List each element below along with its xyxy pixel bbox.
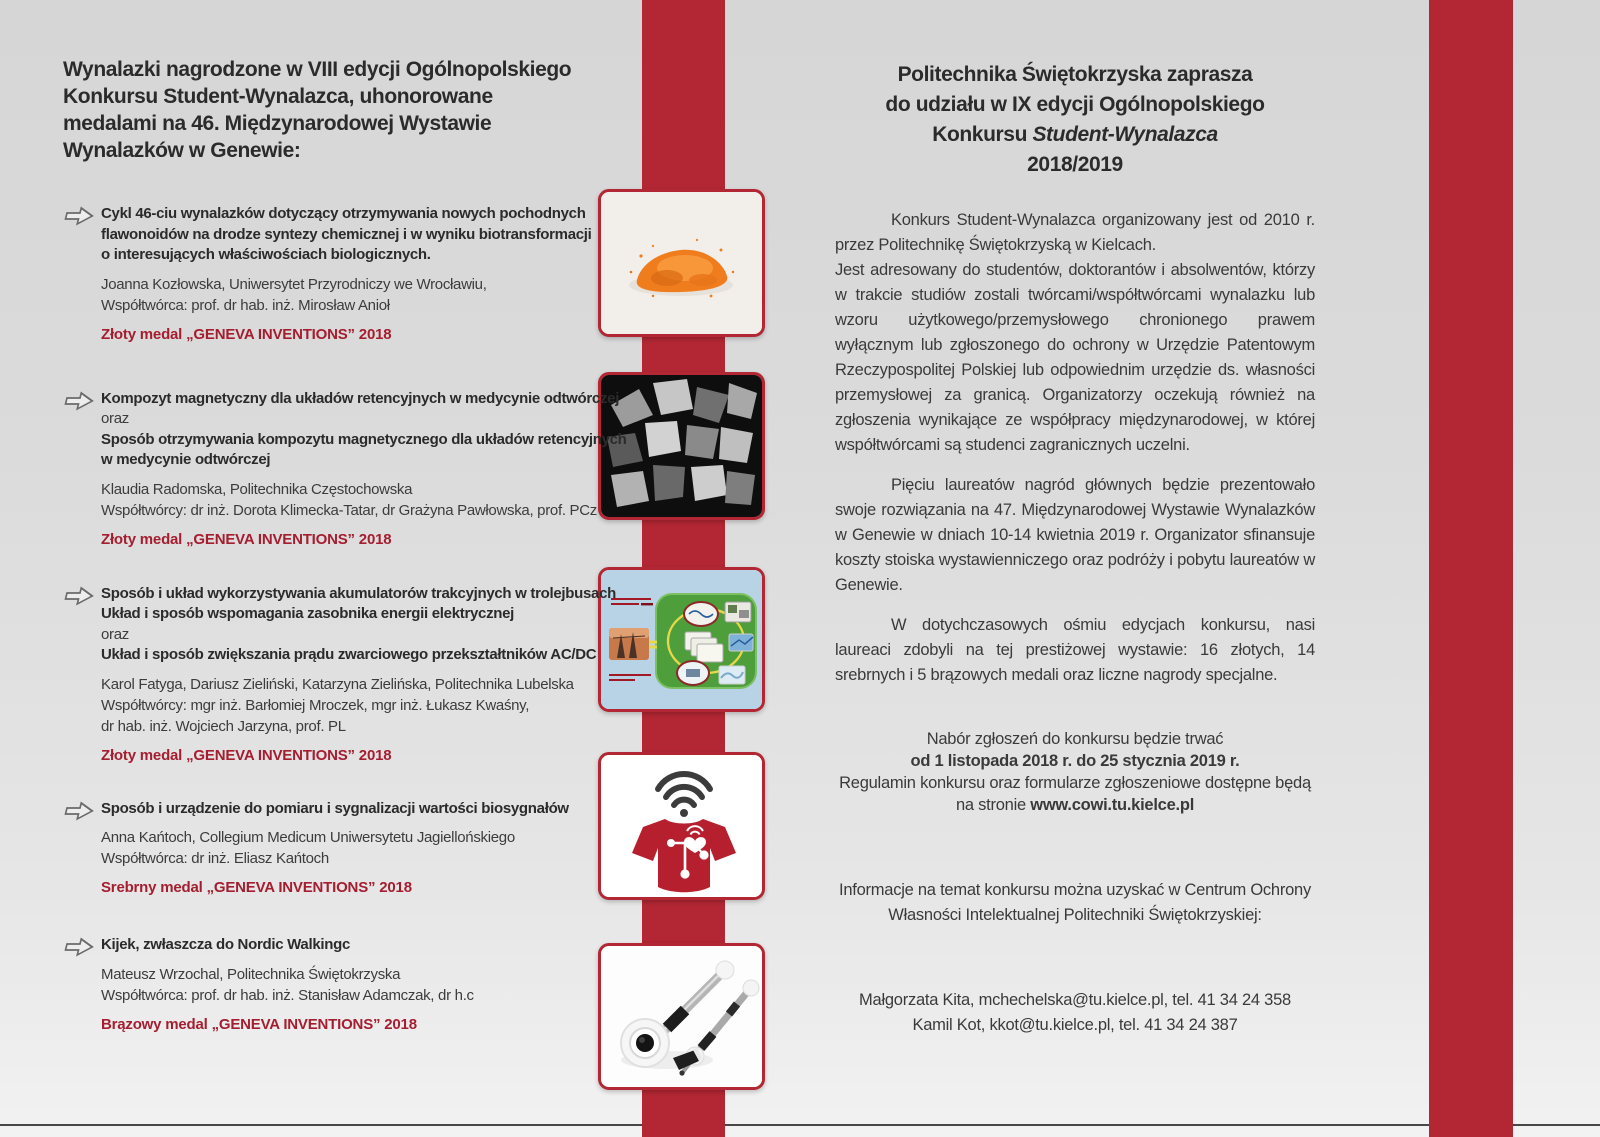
arrow-icon: [63, 584, 101, 612]
invention-title: o interesujących właściwościach biologicznych.: [101, 246, 431, 263]
invention-item-5: [63, 935, 603, 1033]
submission-dates-block: Nabór zgłoszeń do konkursu będzie trwać od 1 listopada 2018 r. do 25 stycznia 2019 r. Regulamin konkursu oraz formularze zgłoszeniowe dostępne będą na stronie www.cowi.tu.kielce.pl: [835, 728, 1315, 816]
awarded-inventions-column: [63, 56, 627, 1033]
invention-authors: Mateusz Wrzochal, Politechnika Świętokrzyska Współtwórca: prof. dr hab. inż. Stanisław Adamczak, dr h.c: [101, 965, 474, 1004]
orange-powder-illustration: [601, 192, 762, 334]
invention-item-4: [63, 799, 603, 897]
invention-title: Sposób otrzymywania kompozytu magnetycznego dla układów retencyjnych: [101, 430, 627, 448]
medal-label: Złoty medal „GENEVA INVENTIONS” 2018: [101, 746, 392, 764]
invention-title: Kompozyt magnetyczny dla układów retencyjnych w medycynie odtwórczej: [101, 389, 620, 407]
arrow-icon: [63, 204, 101, 232]
invention-title: Sposób i układ wykorzystywania akumulatorów trakcyjnych w trolejbusach: [101, 584, 616, 602]
connector-word: oraz: [101, 625, 129, 643]
competition-name-italic: Student-Wynalazca: [1032, 123, 1218, 146]
edition-years: 2018/2019: [1027, 153, 1123, 176]
invention-title: w medycynie odtwórczej: [101, 451, 271, 468]
smart-tshirt-wifi-graphic: [598, 752, 765, 900]
page-title: Wynalazki nagrodzone w VIII edycji Ogólnopolskiego Konkursu Student-Wynalazca, uhonorowane medalami na 46. Międzynarodowej Wystawie Wynalazków w Genewie:: [63, 58, 572, 162]
arrow-icon: [63, 935, 101, 963]
invention-item-1: [63, 204, 603, 343]
info-centre-block: Informacje na temat konkursu można uzyskać w Centrum Ochrony Własności Intelektualnej Politechniki Świętokrzyskiej:: [839, 881, 1311, 924]
invention-item-2: [63, 389, 627, 548]
invention-title: Układ i sposób zwiększania prądu zwarciowego przekształtników AC/DC: [101, 646, 597, 663]
competition-website: www.cowi.tu.kielce.pl: [1030, 796, 1195, 814]
invention-title: Układ i sposób wspomagania zasobnika energii elektrycznej: [101, 605, 515, 622]
contact-person-2: Kamil Kot, kkot@tu.kielce.pl, tel. 41 34 24 387: [912, 1016, 1238, 1034]
arrow-icon: [63, 799, 101, 827]
paragraph-geneva-2019: Pięciu laureatów nagród głównych będzie prezentowało swoje rozwiązania na 47. Międzynarodowej Wystawie Wynalazków w Genewie w dniach 10-14 kwietnia 2019 r. Organizator sfinansuje koszty stoiska wystawienniczego oraz podróży i pobytu laureatów w Genewie.: [835, 476, 1315, 594]
nordic-walking-poles-photo: [598, 943, 765, 1090]
medal-label: Srebrny medal „GENEVA INVENTIONS” 2018: [101, 879, 412, 896]
connector-word: oraz: [101, 410, 129, 427]
invention-authors: Karol Fatyga, Dariusz Zieliński, Katarzyna Zielińska, Politechnika Lubelska Współtwórcy: mgr inż. Barłomiej Mroczek, mgr inż. Łukasz Kwaśny, dr hab. inż. Wojciech Jarzyna, prof. PL: [101, 675, 574, 735]
medal-label: Złoty medal „GENEVA INVENTIONS” 2018: [101, 530, 392, 548]
orange-powder-photo: [598, 189, 765, 337]
invitation-column: [835, 60, 1315, 1038]
right-red-band: [1429, 0, 1513, 1137]
energy-diagram-illustration: [601, 570, 762, 709]
invention-authors: Klaudia Radomska, Politechnika Częstochowska Współtwórcy: dr inż. Dorota Klimecka-Tatar, dr Grażyna Pawłowska, prof. PCz: [101, 480, 597, 519]
medal-label: Złoty medal „GENEVA INVENTIONS” 2018: [101, 325, 392, 343]
submission-date-range: od 1 listopada 2018 r. do 25 stycznia 2019 r.: [910, 752, 1240, 770]
paragraph-audience: Jest adresowany do studentów, doktorantów i absolwentów, którzy w trakcie studiów zostali twórcami/współtwórcami wynalazku lub wzoru użytkowego/przemysłowego chronionego prawem wyłącznym lub zgłoszonego do ochrony w Urzędzie Patentowym Rzeczypospolitej Polskiej lub odpowiednim urzędzie ds. własności przemysłowej za granicą. Organizatorzy oczekują również na zgłoszenia wynikające ze współpracy międzynarodowej, w której współtwórcami są studenci zagranicznych uczelni.: [835, 261, 1315, 454]
tshirt-illustration: [601, 755, 762, 897]
paragraph-about-origin: Konkurs Student-Wynalazca organizowany jest od 2010 r. przez Politechnikę Świętokrzyską w Kielcach.: [835, 211, 1315, 254]
bottom-rule-line: [0, 1124, 1600, 1126]
invention-authors: Anna Kańtoch, Collegium Medicum Uniwersytetu Jagiellońskiego Współtwórca: dr inż. Eliasz Kańtoch: [101, 829, 515, 867]
trolleybus-energy-diagram: [598, 567, 765, 712]
invention-title: Kijek, zwłaszcza do Nordic Walkingc: [101, 936, 351, 953]
arrow-icon: [63, 389, 101, 417]
medal-label: Brązowy medal „GENEVA INVENTIONS” 2018: [101, 1015, 417, 1033]
invitation-title: Politechnika Świętokrzyska zaprasza do udziału w IX edycji Ogólnopolskiego Konkursu Student-Wynalazca 2018/2019: [835, 60, 1315, 180]
contact-block: [835, 988, 1315, 1038]
contact-person-1: Małgorzata Kita, mchechelska@tu.kielce.pl, tel. 41 34 24 358: [859, 991, 1291, 1009]
invention-title: Sposób i urządzenie do pomiaru i sygnalizacji wartości biosygnałów: [101, 799, 569, 817]
poles-illustration: [601, 946, 762, 1087]
paragraph-medal-tally: W dotychczasowych ośmiu edycjach konkursu, nasi laureaci zdobyli na tej prestiżowej wystawie: 16 złotych, 14 srebrnych i 5 brązowych medali oraz liczne nagrody specjalne.: [835, 616, 1315, 684]
invention-item-3: [63, 584, 616, 764]
invention-title: Cykl 46-ciu wynalazków dotyczący otrzymywania nowych pochodnych: [101, 205, 586, 222]
invention-authors: Joanna Kozłowska, Uniwersytet Przyrodniczy we Wrocławiu, Współtwórca: prof. dr hab. inż. Mirosław Anioł: [101, 275, 487, 314]
invention-title: flawonoidów na drodze syntezy chemicznej i w wyniku biotransformacji: [101, 225, 592, 243]
